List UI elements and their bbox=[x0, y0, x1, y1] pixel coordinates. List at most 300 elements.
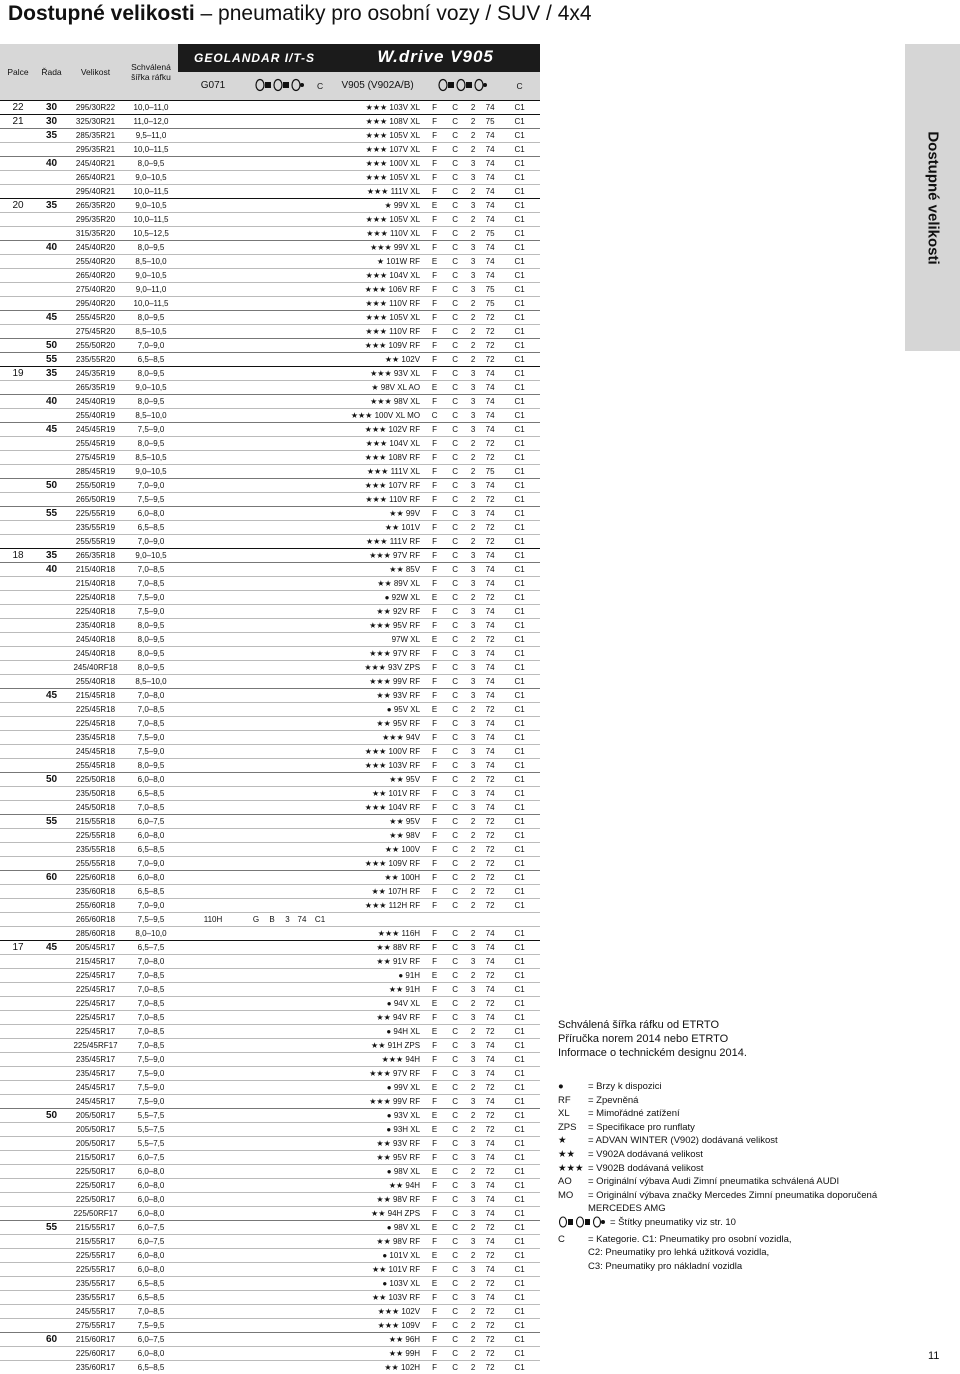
cell-k: C1 bbox=[499, 843, 540, 857]
cell-gk bbox=[309, 1333, 331, 1347]
cell-gk bbox=[309, 1025, 331, 1039]
cell-gm bbox=[178, 983, 248, 997]
cell-k: C1 bbox=[499, 311, 540, 325]
cell-gk bbox=[309, 619, 331, 633]
cell-e: E bbox=[424, 997, 445, 1011]
cell-gm bbox=[178, 591, 248, 605]
cell-gk bbox=[309, 1095, 331, 1109]
cell-w: 7,0–8,0 bbox=[124, 955, 178, 969]
cell-s bbox=[36, 997, 67, 1011]
cell-w: 10,0–11,5 bbox=[124, 143, 178, 157]
cell-gd bbox=[295, 227, 309, 241]
cell-ge bbox=[248, 325, 264, 339]
cell-m: ★★★ 110V RF bbox=[331, 493, 424, 507]
cell-ge bbox=[248, 227, 264, 241]
cell-gd bbox=[295, 199, 309, 213]
cell-k: C1 bbox=[499, 1067, 540, 1081]
cell-d: 74 bbox=[481, 1235, 499, 1249]
cell-e: F bbox=[424, 311, 445, 325]
cell-ge bbox=[248, 1263, 264, 1277]
cell-e: F bbox=[424, 619, 445, 633]
cell-gm bbox=[178, 1235, 248, 1249]
cell-m: ★★★ 106V RF bbox=[331, 283, 424, 297]
cell-gd bbox=[295, 1123, 309, 1137]
cell-gd bbox=[295, 213, 309, 227]
cell-v: 235/55R19 bbox=[67, 521, 124, 535]
cell-v: 245/40R19 bbox=[67, 395, 124, 409]
cell-g: C bbox=[445, 1263, 465, 1277]
cell-w: 7,0–8,5 bbox=[124, 983, 178, 997]
cell-gk bbox=[309, 423, 331, 437]
cell-w: 9,0–10,5 bbox=[124, 199, 178, 213]
table-row bbox=[0, 353, 540, 367]
cell-g: C bbox=[445, 1333, 465, 1347]
legend-text: = Originální výbava značky Mercedes Zimní pneumatika doporučená bbox=[588, 1189, 898, 1203]
cell-k: C1 bbox=[499, 731, 540, 745]
cell-gk bbox=[309, 143, 331, 157]
cell-gd bbox=[295, 661, 309, 675]
cell-gk bbox=[309, 1249, 331, 1263]
table-row bbox=[0, 283, 540, 297]
cell-gn bbox=[280, 423, 295, 437]
cell-e: F bbox=[424, 115, 445, 129]
cell-n: 2 bbox=[465, 143, 481, 157]
cell-gm bbox=[178, 577, 248, 591]
cell-m: ● 103V XL bbox=[331, 1277, 424, 1291]
cell-e: F bbox=[424, 521, 445, 535]
cell-ge bbox=[248, 647, 264, 661]
cell-s bbox=[36, 409, 67, 423]
cell-gg bbox=[264, 297, 280, 311]
cell-gd bbox=[295, 899, 309, 913]
cell-p bbox=[0, 647, 36, 661]
cell-v: 295/30R22 bbox=[67, 101, 124, 115]
cell-gd bbox=[295, 997, 309, 1011]
cell-gn bbox=[280, 619, 295, 633]
cell-gn bbox=[280, 1067, 295, 1081]
cell-ge bbox=[248, 871, 264, 885]
cell-k: C1 bbox=[499, 1109, 540, 1123]
cell-p bbox=[0, 969, 36, 983]
cell-k: C1 bbox=[499, 395, 540, 409]
table-row bbox=[0, 1179, 540, 1193]
cell-gd bbox=[295, 325, 309, 339]
cell-s bbox=[36, 1025, 67, 1039]
cell-gg bbox=[264, 997, 280, 1011]
cell-k: C1 bbox=[499, 255, 540, 269]
cell-gn bbox=[280, 451, 295, 465]
cell-gd bbox=[295, 1137, 309, 1151]
table-row bbox=[0, 563, 540, 577]
table-row bbox=[0, 227, 540, 241]
cell-n: 2 bbox=[465, 871, 481, 885]
cell-ge bbox=[248, 507, 264, 521]
table-row bbox=[0, 143, 540, 157]
cell-s bbox=[36, 1235, 67, 1249]
cell-p bbox=[0, 1053, 36, 1067]
cell-gm bbox=[178, 563, 248, 577]
cell-p bbox=[0, 563, 36, 577]
cell-gd bbox=[295, 521, 309, 535]
cell-gn bbox=[280, 1109, 295, 1123]
cell-p bbox=[0, 801, 36, 815]
cell-w: 8,0–9,5 bbox=[124, 633, 178, 647]
cell-d: 72 bbox=[481, 1249, 499, 1263]
cell-g: C bbox=[445, 1319, 465, 1333]
cell-ge bbox=[248, 129, 264, 143]
cell-e: F bbox=[424, 185, 445, 199]
cell-s: 30 bbox=[36, 115, 67, 129]
cell-ge bbox=[248, 1123, 264, 1137]
cell-gg bbox=[264, 311, 280, 325]
cell-gk bbox=[309, 563, 331, 577]
cell-k: C1 bbox=[499, 339, 540, 353]
cell-n: 3 bbox=[465, 731, 481, 745]
cell-p bbox=[0, 857, 36, 871]
cell-gn bbox=[280, 1095, 295, 1109]
cell-ge bbox=[248, 1025, 264, 1039]
cell-s bbox=[36, 703, 67, 717]
cell-gm bbox=[178, 213, 248, 227]
cell-gn bbox=[280, 1207, 295, 1221]
cell-n: 2 bbox=[465, 1249, 481, 1263]
cell-gm bbox=[178, 521, 248, 535]
cell-n: 3 bbox=[465, 577, 481, 591]
cell-gg bbox=[264, 815, 280, 829]
cell-n: 3 bbox=[465, 549, 481, 563]
cell-ge bbox=[248, 549, 264, 563]
table-row bbox=[0, 115, 540, 129]
cell-gn bbox=[280, 1179, 295, 1193]
cell-ge bbox=[248, 395, 264, 409]
cell-s bbox=[36, 1319, 67, 1333]
cell-gk bbox=[309, 745, 331, 759]
cell-s bbox=[36, 493, 67, 507]
cell-gd bbox=[295, 1207, 309, 1221]
cell-g: C bbox=[445, 773, 465, 787]
cell-gm bbox=[178, 829, 248, 843]
cell-p bbox=[0, 759, 36, 773]
cell-p: 22 bbox=[0, 101, 36, 115]
cell-k: C1 bbox=[499, 1235, 540, 1249]
cell-g: C bbox=[445, 787, 465, 801]
cell-e: F bbox=[424, 675, 445, 689]
cell-gd bbox=[295, 479, 309, 493]
cell-n: 2 bbox=[465, 829, 481, 843]
cell-d: 75 bbox=[481, 297, 499, 311]
cell-ge bbox=[248, 269, 264, 283]
cell-e: F bbox=[424, 143, 445, 157]
cell-v: 225/40R18 bbox=[67, 605, 124, 619]
cell-gm bbox=[178, 185, 248, 199]
cell-gn bbox=[280, 675, 295, 689]
cell-gn bbox=[280, 157, 295, 171]
legend-item bbox=[558, 1121, 898, 1135]
cell-gd: 74 bbox=[295, 913, 309, 927]
cell-ge bbox=[248, 367, 264, 381]
cell-gg bbox=[264, 521, 280, 535]
cell-gm bbox=[178, 1109, 248, 1123]
cell-m: ★★ 91H ZPS bbox=[331, 1039, 424, 1053]
cell-m: ★★★ 107V RF bbox=[331, 479, 424, 493]
table-row bbox=[0, 1263, 540, 1277]
cell-p bbox=[0, 479, 36, 493]
cell-s: 45 bbox=[36, 311, 67, 325]
cell-n: 3 bbox=[465, 381, 481, 395]
cell-gn bbox=[280, 199, 295, 213]
cell-s bbox=[36, 1081, 67, 1095]
cell-gg bbox=[264, 1011, 280, 1025]
cell-d: 74 bbox=[481, 647, 499, 661]
cell-m: ● 93V XL bbox=[331, 1109, 424, 1123]
cell-gm bbox=[178, 143, 248, 157]
cell-gg bbox=[264, 171, 280, 185]
cell-ge bbox=[248, 1305, 264, 1319]
cell-n: 3 bbox=[465, 255, 481, 269]
cell-gd bbox=[295, 759, 309, 773]
cell-w: 6,5–7,5 bbox=[124, 941, 178, 955]
table-row bbox=[0, 1165, 540, 1179]
cell-d: 74 bbox=[481, 171, 499, 185]
cell-w: 7,5–9,0 bbox=[124, 1067, 178, 1081]
cell-gg bbox=[264, 1319, 280, 1333]
cell-gg bbox=[264, 689, 280, 703]
cell-gg bbox=[264, 199, 280, 213]
cell-m: ★★★ 104V XL bbox=[331, 269, 424, 283]
cell-p bbox=[0, 1179, 36, 1193]
cell-e: F bbox=[424, 899, 445, 913]
cell-n: 2 bbox=[465, 311, 481, 325]
cell-gk bbox=[309, 969, 331, 983]
cell-p bbox=[0, 339, 36, 353]
cell-w: 5,5–7,5 bbox=[124, 1137, 178, 1151]
cell-gm bbox=[178, 801, 248, 815]
table-row bbox=[0, 605, 540, 619]
cell-p bbox=[0, 885, 36, 899]
cell-g: C bbox=[445, 731, 465, 745]
cell-gm bbox=[178, 115, 248, 129]
cell-w: 8,0–9,5 bbox=[124, 619, 178, 633]
cell-d: 74 bbox=[481, 269, 499, 283]
cell-gk bbox=[309, 241, 331, 255]
cell-g: C bbox=[445, 1137, 465, 1151]
cell-ge bbox=[248, 619, 264, 633]
legend-key: ★ bbox=[558, 1134, 588, 1148]
cell-e: E bbox=[424, 199, 445, 213]
cell-gk bbox=[309, 1361, 331, 1374]
cell-v: 205/50R17 bbox=[67, 1123, 124, 1137]
cell-p bbox=[0, 1235, 36, 1249]
cell-p bbox=[0, 451, 36, 465]
cell-e: F bbox=[424, 283, 445, 297]
cell-d: 72 bbox=[481, 1347, 499, 1361]
cell-m: ★★★ 105V XL bbox=[331, 311, 424, 325]
cell-gk bbox=[309, 815, 331, 829]
cell-w: 9,0–10,5 bbox=[124, 549, 178, 563]
cell-w: 6,0–8,0 bbox=[124, 871, 178, 885]
cell-ge bbox=[248, 1067, 264, 1081]
table-row bbox=[0, 941, 540, 955]
cell-gk bbox=[309, 1151, 331, 1165]
cell-p bbox=[0, 1361, 36, 1374]
cell-s bbox=[36, 857, 67, 871]
cell-p bbox=[0, 1025, 36, 1039]
cell-gm bbox=[178, 227, 248, 241]
cell-s bbox=[36, 297, 67, 311]
cell-gk bbox=[309, 353, 331, 367]
cell-e: F bbox=[424, 451, 445, 465]
cell-gn bbox=[280, 1221, 295, 1235]
cell-gg bbox=[264, 1165, 280, 1179]
cell-d: 74 bbox=[481, 1053, 499, 1067]
cell-g: C bbox=[445, 423, 465, 437]
cell-p bbox=[0, 1109, 36, 1123]
cell-m: ★★★ 107V XL bbox=[331, 143, 424, 157]
cell-ge bbox=[248, 829, 264, 843]
cell-d: 72 bbox=[481, 885, 499, 899]
cell-w: 7,5–9,0 bbox=[124, 731, 178, 745]
cell-w: 8,0–9,5 bbox=[124, 395, 178, 409]
cell-gg bbox=[264, 983, 280, 997]
cell-g: C bbox=[445, 633, 465, 647]
cell-gd bbox=[295, 801, 309, 815]
cell-gg bbox=[264, 563, 280, 577]
table-row bbox=[0, 1011, 540, 1025]
cell-gk bbox=[309, 451, 331, 465]
cell-gg bbox=[264, 899, 280, 913]
cell-ge bbox=[248, 941, 264, 955]
cell-p bbox=[0, 983, 36, 997]
cell-p bbox=[0, 1165, 36, 1179]
cell-ge bbox=[248, 1361, 264, 1374]
cell-w: 9,0–10,5 bbox=[124, 381, 178, 395]
cell-n: 2 bbox=[465, 1025, 481, 1039]
cell-gd bbox=[295, 101, 309, 115]
brand-wdrive-logo: W.drive V905 bbox=[331, 44, 540, 72]
cell-ge bbox=[248, 955, 264, 969]
cell-v: 235/55R18 bbox=[67, 843, 124, 857]
cell-m: ★★★ 95V RF bbox=[331, 619, 424, 633]
cell-e: F bbox=[424, 577, 445, 591]
cell-d: 72 bbox=[481, 1123, 499, 1137]
cell-gn bbox=[280, 1305, 295, 1319]
table-row bbox=[0, 843, 540, 857]
cell-gm bbox=[178, 605, 248, 619]
cell-gd bbox=[295, 1361, 309, 1374]
cell-e: F bbox=[424, 171, 445, 185]
cell-e: F bbox=[424, 1067, 445, 1081]
cell-ge bbox=[248, 1109, 264, 1123]
cell-v: 245/45R17 bbox=[67, 1095, 124, 1109]
cell-v: 225/40R18 bbox=[67, 591, 124, 605]
cell-n: 2 bbox=[465, 325, 481, 339]
cell-m: ★★★ 105V XL bbox=[331, 213, 424, 227]
table-row bbox=[0, 423, 540, 437]
cell-gg bbox=[264, 1053, 280, 1067]
cell-gd bbox=[295, 605, 309, 619]
cell-gn bbox=[280, 213, 295, 227]
cell-gk bbox=[309, 1305, 331, 1319]
cell-gk bbox=[309, 941, 331, 955]
cell-d: 75 bbox=[481, 283, 499, 297]
cell-gn bbox=[280, 227, 295, 241]
cell-m: ● 94H XL bbox=[331, 1025, 424, 1039]
cell-v: 235/55R17 bbox=[67, 1291, 124, 1305]
cell-g: C bbox=[445, 171, 465, 185]
cell-m: ★★ 102H bbox=[331, 1361, 424, 1374]
cell-p bbox=[0, 171, 36, 185]
cell-n: 2 bbox=[465, 857, 481, 871]
cell-k: C1 bbox=[499, 675, 540, 689]
cell-n: 3 bbox=[465, 507, 481, 521]
cell-s bbox=[36, 969, 67, 983]
cell-k: C1 bbox=[499, 549, 540, 563]
cell-gk bbox=[309, 325, 331, 339]
table-row bbox=[0, 899, 540, 913]
cell-gm bbox=[178, 1249, 248, 1263]
cell-gg bbox=[264, 843, 280, 857]
cell-e: F bbox=[424, 815, 445, 829]
cell-gd bbox=[295, 1333, 309, 1347]
cell-w: 7,0–8,5 bbox=[124, 969, 178, 983]
cell-gk bbox=[309, 1347, 331, 1361]
cell-d: 74 bbox=[481, 1067, 499, 1081]
cell-v: 245/45R18 bbox=[67, 745, 124, 759]
cell-ge bbox=[248, 157, 264, 171]
cell-g: C bbox=[445, 129, 465, 143]
cell-gn bbox=[280, 633, 295, 647]
cell-gd bbox=[295, 395, 309, 409]
cell-n: 3 bbox=[465, 479, 481, 493]
cell-p bbox=[0, 1305, 36, 1319]
cell-ge bbox=[248, 283, 264, 297]
cell-d: 74 bbox=[481, 787, 499, 801]
cell-gm bbox=[178, 717, 248, 731]
cell-m: ● 91H bbox=[331, 969, 424, 983]
table-row bbox=[0, 759, 540, 773]
cell-gk bbox=[309, 577, 331, 591]
cell-m: ★★★ 98V XL bbox=[331, 395, 424, 409]
cell-gg bbox=[264, 661, 280, 675]
cell-w: 6,0–8,0 bbox=[124, 1347, 178, 1361]
cell-gn bbox=[280, 563, 295, 577]
cell-g: C bbox=[445, 1095, 465, 1109]
cell-gn bbox=[280, 1011, 295, 1025]
cell-d: 72 bbox=[481, 1277, 499, 1291]
cell-ge bbox=[248, 773, 264, 787]
cell-d: 72 bbox=[481, 591, 499, 605]
cell-gm bbox=[178, 1361, 248, 1374]
cell-e: F bbox=[424, 213, 445, 227]
cell-p bbox=[0, 591, 36, 605]
table-row bbox=[0, 955, 540, 969]
table-row bbox=[0, 885, 540, 899]
cell-d: 74 bbox=[481, 983, 499, 997]
cell-gd bbox=[295, 297, 309, 311]
cell-ge bbox=[248, 1165, 264, 1179]
cell-m: ★★ 85V bbox=[331, 563, 424, 577]
cell-k: C1 bbox=[499, 1039, 540, 1053]
cell-gg bbox=[264, 423, 280, 437]
cell-v: 225/50RF17 bbox=[67, 1207, 124, 1221]
cell-w: 7,5–9,0 bbox=[124, 423, 178, 437]
cell-n: 3 bbox=[465, 1291, 481, 1305]
cell-p bbox=[0, 913, 36, 927]
cell-d: 72 bbox=[481, 815, 499, 829]
cell-p bbox=[0, 227, 36, 241]
cell-gk bbox=[309, 661, 331, 675]
cell-n: 3 bbox=[465, 1011, 481, 1025]
